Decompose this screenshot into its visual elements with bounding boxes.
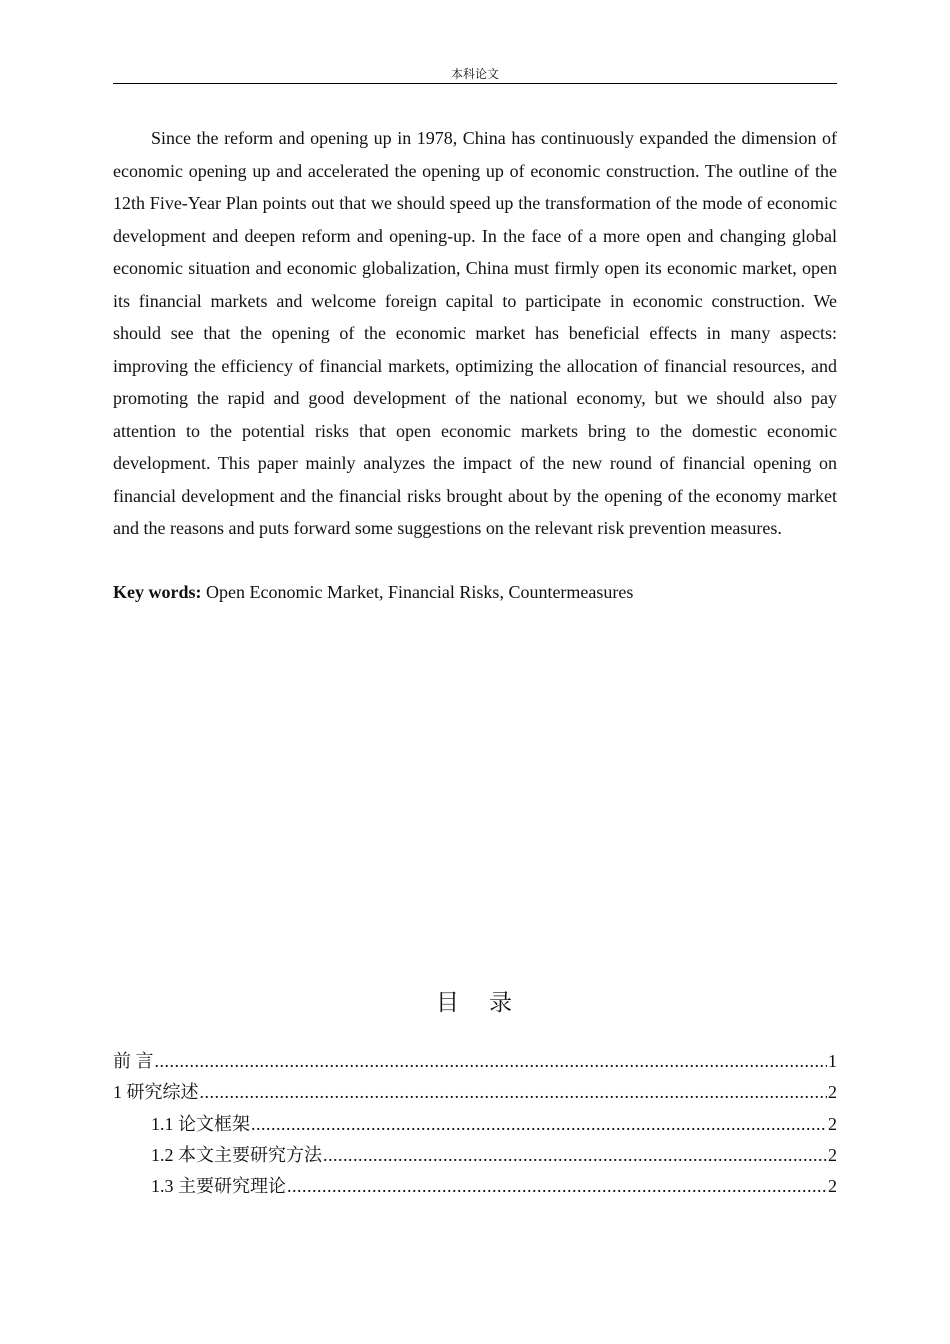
toc-leader-dots [200,1077,828,1108]
toc-entry-label: 1.2 本文主要研究方法 [151,1144,322,1165]
toc-entry-page: 2 [828,1113,837,1134]
toc-entry-page: 1 [828,1051,837,1071]
toc-entry-label: 1.3 主要研究理论 [151,1176,286,1197]
toc-leader-dots [323,1140,827,1171]
toc-entry-research-methods[interactable] [113,1140,837,1171]
toc-entry-page: 2 [828,1144,837,1165]
toc-leader-dots [251,1109,827,1140]
toc-entry-thesis-framework[interactable] [113,1109,837,1140]
toc-entry-page: 2 [828,1176,837,1197]
keywords-line [113,576,837,608]
keywords-value: Open Economic Market, Financial Risks, Countermeasures [201,582,634,602]
toc-title-char-2: 录 [489,990,514,1016]
toc-entry-preface[interactable] [113,1046,837,1077]
toc-entry-label: 1.1 论文框架 [151,1113,250,1134]
toc-entry-page: 2 [828,1082,837,1103]
toc-entry-label: 1 研究综述 [113,1082,199,1103]
toc-entry-research-theory[interactable] [113,1171,837,1202]
toc-entry-research-review[interactable] [113,1077,837,1108]
abstract-paragraph: Since the reform and opening up in 1978, China has continuously expanded the dimension of economic opening up and accelerated the opening up of economic construction. The outline of the 12th Five-Year Plan points out that we should speed up the transformation of the mode of economic development and deepen reform and opening-up. In the face of a more open and changing global economic situation and economic globalization, China must firmly open its economic market, open its financial markets and welcome foreign capital to participate in economic construction. We should see that the opening of the economic market has beneficial effects in many aspects: improving the efficiency of financial markets, optimizing the allocation of financial resources, and promoting the rapid and good development of the national economy, but we should also pay attention to the potential risks that open economic markets bring to the domestic economic development. This paper mainly analyzes the impact of the new round of financial opening on financial development and the financial risks brought about by the opening of the economy market and the reasons and puts forward some suggestions on the relevant risk prevention measures. [113,128,837,538]
toc-title [113,986,837,1020]
toc-leader-dots [155,1046,828,1077]
keywords-label: Key words: [113,582,202,602]
page-header: 本科论文 [450,67,499,81]
toc-title-char-1: 目 [436,990,461,1016]
table-of-contents [113,1046,837,1202]
toc-entry-label: 前 言 [113,1051,154,1071]
toc-leader-dots [287,1171,827,1202]
header-rule [113,83,837,84]
